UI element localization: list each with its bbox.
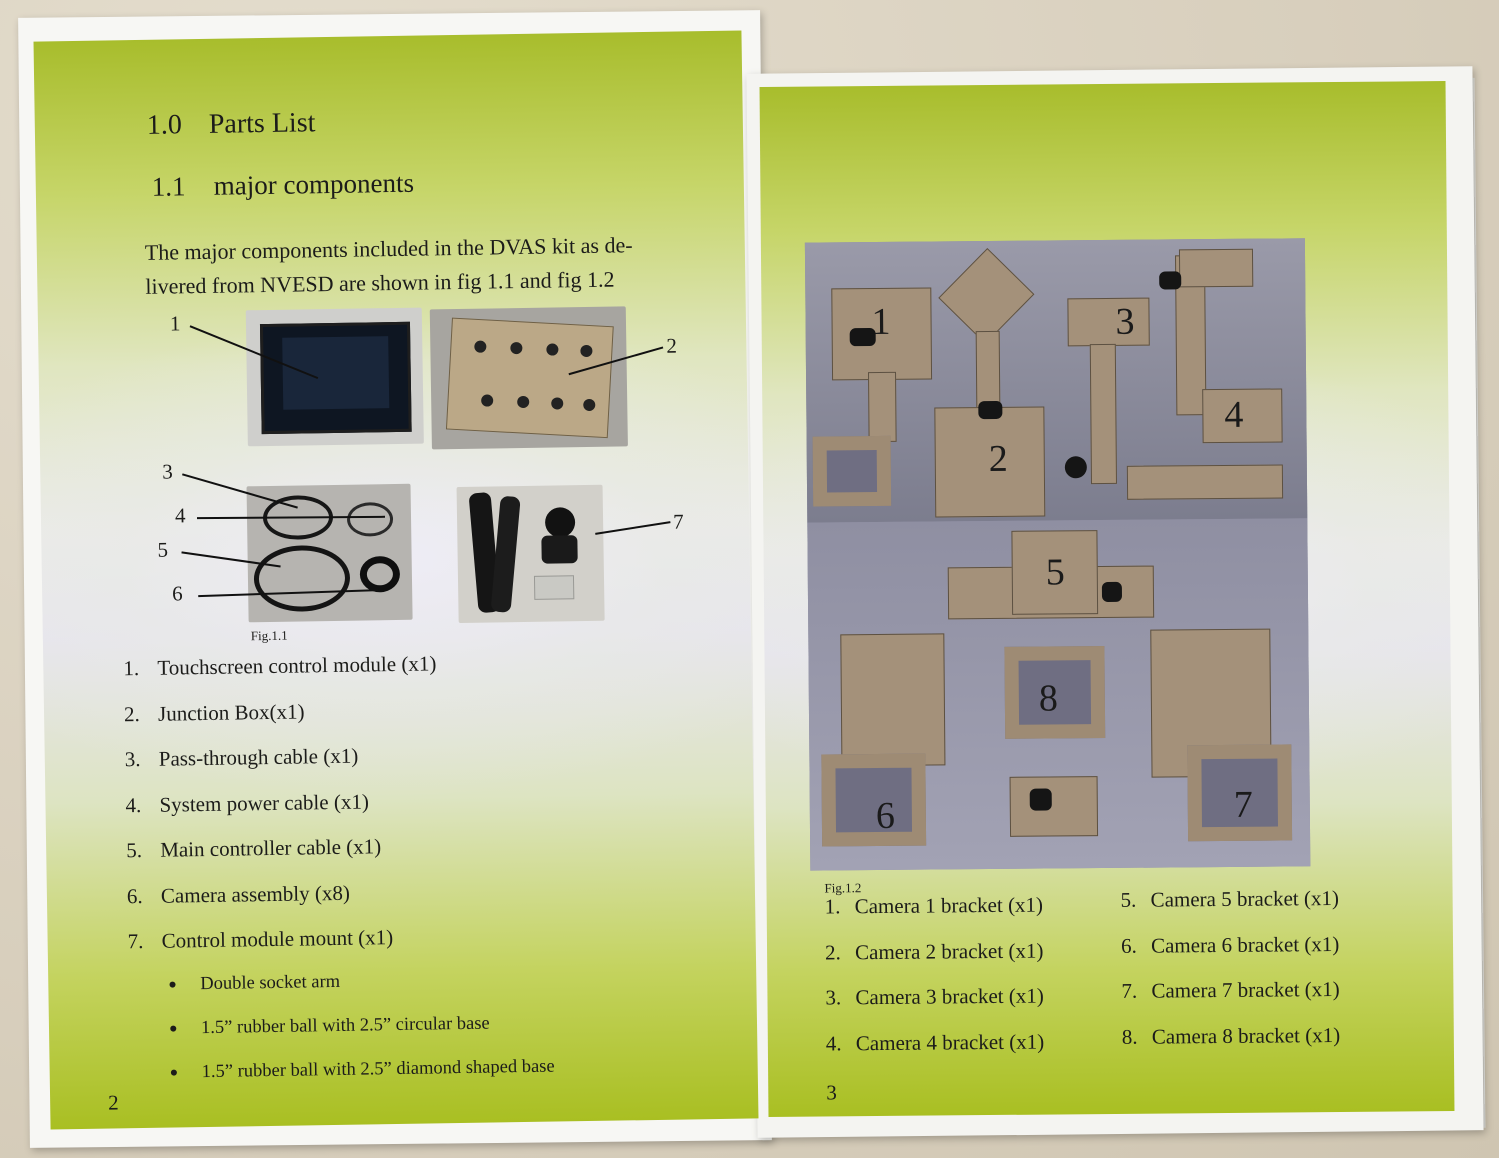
callout-6: 6 <box>171 581 183 606</box>
callout-3: 3 <box>162 459 173 484</box>
right-page <box>760 81 1455 1117</box>
bracket-6-mount <box>821 754 926 847</box>
item-number: 6. <box>1120 933 1137 958</box>
list-item <box>1121 885 1421 933</box>
bracket-3-arm <box>1090 344 1117 484</box>
bracket-2-top <box>938 248 1034 344</box>
bracket-4-knob <box>1159 271 1181 289</box>
item-number: 2. <box>123 701 141 726</box>
item-number: 1. <box>123 656 140 681</box>
callout-7: 7 <box>672 509 684 534</box>
item-number: 7. <box>1121 978 1138 1003</box>
photo-label-7: 7 <box>1233 783 1253 826</box>
bracket-4-base <box>1127 464 1283 499</box>
list-item <box>1122 1022 1422 1070</box>
photo-label-1: 1 <box>871 300 891 344</box>
intro-line: The major components included in the DVAS kit as de- <box>144 232 633 265</box>
bracket-4-top <box>1179 249 1253 288</box>
callout-4: 4 <box>174 503 186 528</box>
left-page <box>33 31 758 1130</box>
bracket-8-base <box>1010 776 1099 837</box>
bracket-2-knob <box>978 401 1002 419</box>
item-number: 4. <box>825 1030 842 1055</box>
photo-label-3: 3 <box>1115 300 1135 343</box>
item-number: 4. <box>125 792 142 817</box>
list-item <box>1121 931 1421 979</box>
bullet-label: 1.5” rubber ball with 2.5” circular base <box>200 1013 490 1038</box>
photo-junction-box <box>430 306 628 449</box>
page-number: 3 <box>826 1080 837 1105</box>
section-heading-major-components <box>152 168 415 203</box>
heading-title: major components <box>213 167 415 201</box>
bullet-icon: ● <box>169 1064 179 1081</box>
item-number: 7. <box>127 929 144 954</box>
bullet-label: 1.5” rubber ball with 2.5” diamond shaped base <box>201 1056 555 1082</box>
photo-label-6: 6 <box>875 794 896 838</box>
item-label: Camera assembly (x8) <box>160 880 351 908</box>
intro-paragraph <box>145 227 686 303</box>
heading-number: 1.1 <box>151 171 186 202</box>
photo-control-mount <box>457 485 605 623</box>
photo-camera-brackets <box>805 238 1310 870</box>
list-item <box>826 1028 1126 1076</box>
bullet-icon: ● <box>168 1020 178 1037</box>
item-label: System power cable (x1) <box>159 788 370 817</box>
page-number: 2 <box>107 1090 119 1115</box>
item-label: Camera 1 bracket (x1) <box>854 892 1044 919</box>
section-heading-parts-list <box>147 107 316 142</box>
item-number: 2. <box>824 939 841 964</box>
callout-5: 5 <box>157 537 169 562</box>
item-number: 3. <box>124 747 141 772</box>
intro-line: livered from NVESD are shown in fig 1.1 and fig 1.2 <box>145 266 615 299</box>
item-number: 5. <box>1120 887 1137 912</box>
bullet-item <box>170 1054 691 1106</box>
item-number: 6. <box>126 883 143 908</box>
item-label: Camera 2 bracket (x1) <box>854 938 1044 964</box>
bracket-6-plate <box>840 633 945 766</box>
item-number: 3. <box>825 985 842 1010</box>
figure-caption-1-1: Fig.1.1 <box>250 627 288 644</box>
bullet-label: Double socket arm <box>200 971 341 994</box>
bracket-1-arm <box>868 372 897 442</box>
bracket-2-arm <box>976 331 1001 411</box>
photo-label-8: 8 <box>1038 677 1059 720</box>
photo-top-half <box>805 238 1307 522</box>
item-label: Pass-through cable (x1) <box>158 743 359 771</box>
photo-label-4: 4 <box>1224 393 1244 436</box>
bracket-3-knob <box>1065 456 1087 478</box>
parts-list <box>123 647 690 1106</box>
heading-number: 1.0 <box>146 109 183 141</box>
callout-1: 1 <box>169 311 181 336</box>
bracket-list-column-2 <box>1121 885 1423 1070</box>
photo-bottom-half <box>807 518 1310 870</box>
bracket-8-knob <box>1030 788 1052 810</box>
photo-cables <box>247 484 413 623</box>
item-label: Main controller cable (x1) <box>160 834 382 862</box>
bracket-3-box <box>1067 298 1149 347</box>
mount-subparts-list <box>168 966 690 1106</box>
figure-caption-1-2: Fig.1.2 <box>824 880 862 896</box>
list-item <box>825 937 1125 985</box>
item-label: Camera 6 bracket (x1) <box>1150 931 1340 958</box>
item-label: Camera 8 bracket (x1) <box>1151 1022 1341 1049</box>
photo-label-5: 5 <box>1045 551 1065 594</box>
item-label: Camera 7 bracket (x1) <box>1151 976 1340 1003</box>
bracket-1-mount <box>813 436 892 507</box>
item-label: Control module mount (x1) <box>161 925 394 953</box>
leader-line-7 <box>595 521 670 535</box>
photo-label-2: 2 <box>988 437 1008 481</box>
callout-2: 2 <box>666 333 678 358</box>
list-item <box>825 983 1125 1031</box>
list-item <box>825 892 1125 940</box>
bracket-list-column-1 <box>825 892 1127 1077</box>
item-number: 5. <box>126 838 143 863</box>
bracket-5-knob <box>1102 582 1122 602</box>
bullet-icon: ● <box>168 976 177 993</box>
heading-title: Parts List <box>208 107 316 140</box>
item-number: 1. <box>824 894 841 919</box>
photo-touchscreen-module <box>246 308 424 447</box>
item-label: Camera 4 bracket (x1) <box>855 1029 1045 1055</box>
item-label: Camera 5 bracket (x1) <box>1150 885 1340 912</box>
item-number: 8. <box>1121 1024 1138 1049</box>
list-item <box>1121 976 1421 1024</box>
item-label: Touchscreen control module (x1) <box>157 651 437 680</box>
item-label: Junction Box(x1) <box>157 698 305 726</box>
item-label: Camera 3 bracket (x1) <box>855 983 1044 1010</box>
